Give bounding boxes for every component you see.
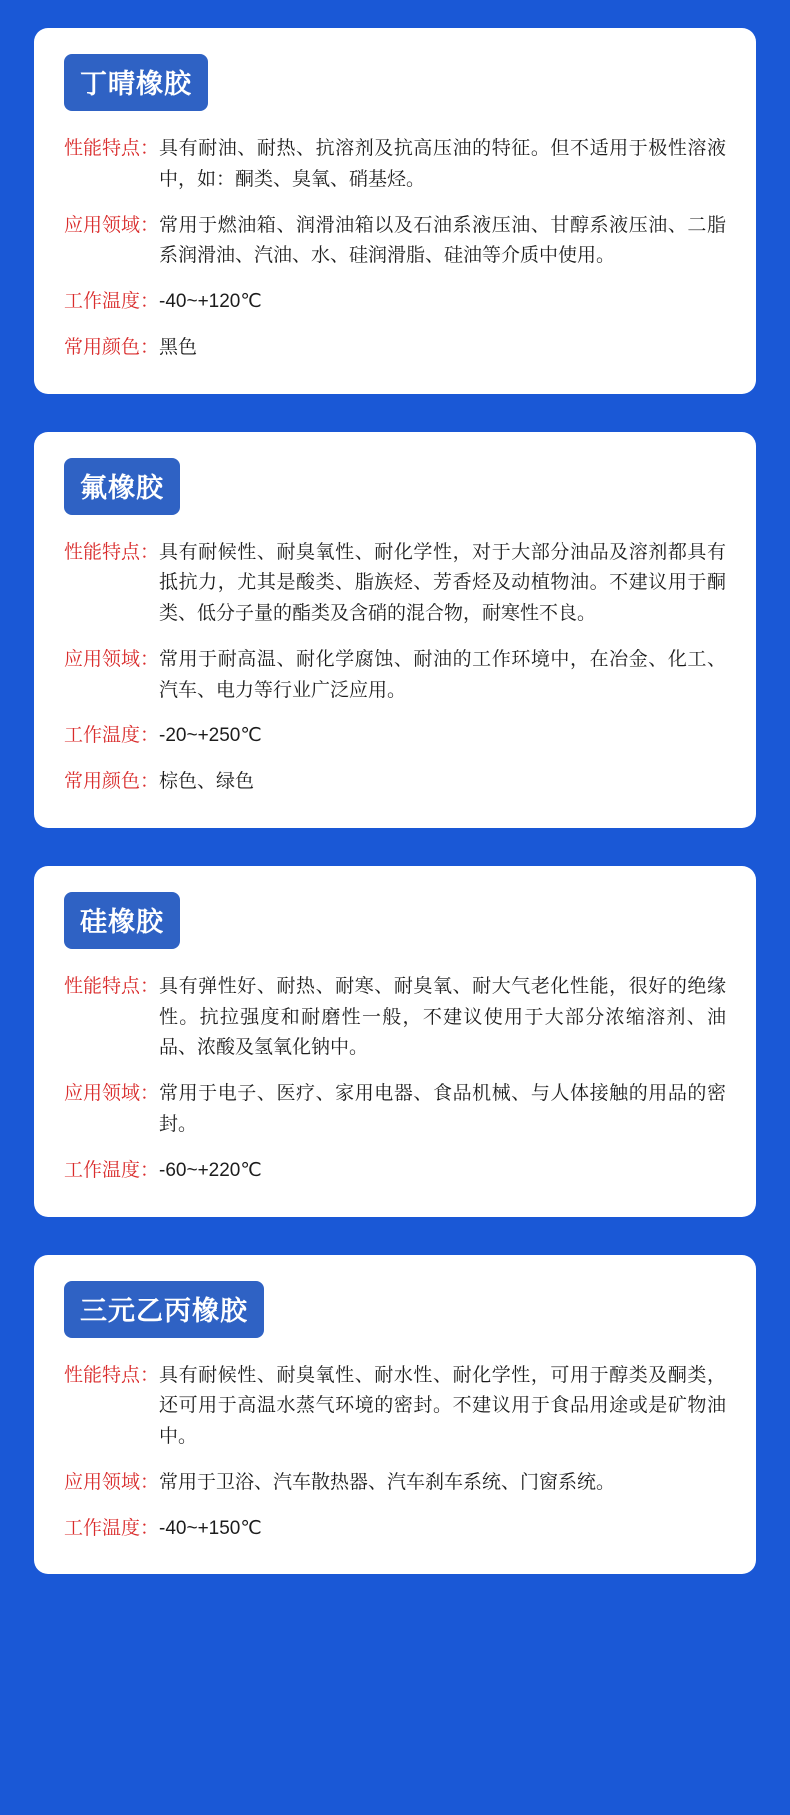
color-label: 常用颜色： xyxy=(64,336,160,358)
material-card-epdm xyxy=(34,1255,756,1575)
card-title: 氟橡胶 xyxy=(64,458,180,515)
temperature-row xyxy=(64,1513,726,1545)
temperature-label: 工作温度： xyxy=(64,291,160,313)
performance-value: 具有耐候性、耐臭氧性、耐化学性，对于大部分油品及溶剂都具有抵抗力，尤其是酸类、脂族烃、芳香烃及动植物油。不建议用于酮类、低分子量的酯类及含硝的混合物，耐寒性不良。 xyxy=(159,541,726,625)
application-value: 常用于耐高温、耐化学腐蚀、耐油的工作环境中，在冶金、化工、汽车、电力等行业广泛应用。 xyxy=(159,648,726,701)
performance-value: 具有弹性好、耐热、耐寒、耐臭氧、耐大气老化性能，很好的绝缘性。抗拉强度和耐磨性一般，不建议使用于大部分浓缩溶剂、油品、浓酸及氢氧化钠中。 xyxy=(159,975,726,1059)
performance-row xyxy=(64,971,726,1064)
application-row xyxy=(64,1078,726,1141)
performance-value: 具有耐油、耐热、抗溶剂及抗高压油的特征。但不适用于极性溶液中，如：酮类、臭氧、硝基烃。 xyxy=(159,138,726,190)
material-card-nbr xyxy=(34,28,756,394)
temperature-label: 工作温度： xyxy=(64,1517,160,1539)
card-title: 硅橡胶 xyxy=(64,892,180,949)
application-value: 常用于燃油箱、润滑油箱以及石油系液压油、甘醇系液压油、二脂系润滑油、汽油、水、硅润滑脂、硅油等介质中使用。 xyxy=(159,214,726,267)
card-title: 丁晴橡胶 xyxy=(64,54,208,111)
temperature-label: 工作温度： xyxy=(64,1159,160,1181)
performance-label: 性能特点： xyxy=(64,975,160,997)
performance-label: 性能特点： xyxy=(64,1364,160,1386)
application-row xyxy=(64,210,726,273)
performance-row xyxy=(64,537,726,630)
color-value: 黑色 xyxy=(159,336,198,358)
performance-label: 性能特点： xyxy=(64,138,160,159)
application-label: 应用领域： xyxy=(64,214,160,236)
temperature-value: -40~+120℃ xyxy=(159,291,262,313)
application-value: 常用于电子、医疗、家用电器、食品机械、与人体接触的用品的密封。 xyxy=(159,1083,726,1136)
temperature-value: -20~+250℃ xyxy=(159,725,262,747)
card-title: 三元乙丙橡胶 xyxy=(64,1281,264,1338)
material-card-silicone xyxy=(34,866,756,1217)
color-row xyxy=(64,766,726,798)
application-row xyxy=(64,644,726,707)
temperature-row xyxy=(64,1155,726,1187)
temperature-label: 工作温度： xyxy=(64,725,160,747)
color-row xyxy=(64,332,726,364)
performance-value: 具有耐候性、耐臭氧性、耐水性、耐化学性，可用于醇类及酮类，还可用于高温水蒸气环境的密封。不建议用于食品用途或是矿物油中。 xyxy=(159,1364,726,1448)
color-label: 常用颜色： xyxy=(64,771,160,793)
temperature-value: -60~+220℃ xyxy=(159,1159,262,1181)
application-value: 常用于卫浴、汽车散热器、汽车刹车系统、门窗系统。 xyxy=(159,1471,616,1493)
application-label: 应用领域： xyxy=(64,648,160,670)
temperature-value: -40~+150℃ xyxy=(159,1517,262,1539)
temperature-row xyxy=(64,286,726,318)
application-label: 应用领域： xyxy=(64,1471,160,1493)
performance-row xyxy=(64,1360,726,1453)
material-card-fkm xyxy=(34,432,756,828)
temperature-row xyxy=(64,720,726,752)
application-label: 应用领域： xyxy=(64,1083,160,1105)
color-value: 棕色、绿色 xyxy=(159,771,255,793)
performance-row xyxy=(64,133,726,196)
performance-label: 性能特点： xyxy=(64,541,160,563)
application-row xyxy=(64,1467,726,1499)
